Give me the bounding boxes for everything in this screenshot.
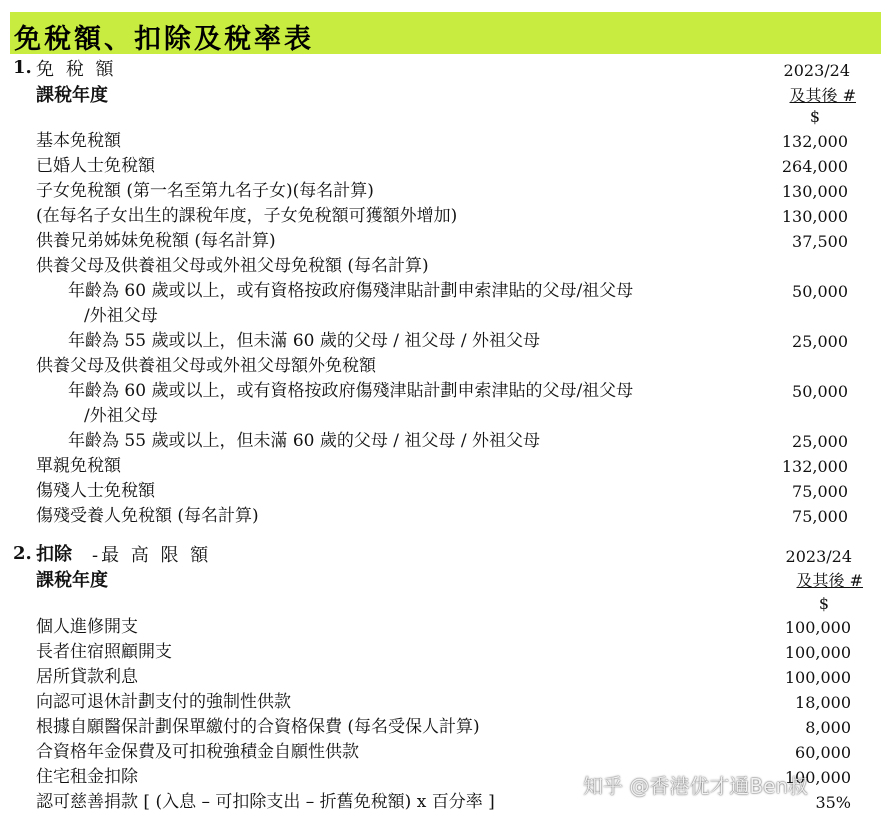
row-label: 合資格年金保費及可扣稅強積金自願性供款: [36, 742, 359, 762]
row-value: 130,000: [781, 207, 848, 226]
row-label: 年齡為 55 歲或以上，但未滿 60 歲的父母 / 祖父母 / 外祖父母: [68, 431, 540, 451]
row-label: (在每名子女出生的課稅年度，子女免稅額可獲額外增加): [36, 206, 458, 226]
row-label: 基本免稅額: [36, 131, 121, 151]
row-label: 傷殘人士免稅額: [36, 481, 155, 501]
column-year: 2023/24: [785, 547, 852, 566]
section-number: 1.: [13, 57, 32, 78]
row-label: 已婚人士免稅額: [36, 156, 155, 176]
row-label: 子女免稅額 (第一名至第九名子女)(每名計算): [36, 181, 374, 201]
year-of-assessment-label: 課稅年度: [36, 570, 108, 591]
row-value: 132,000: [781, 132, 848, 151]
row-value: 75,000: [792, 482, 848, 501]
row-value: 25,000: [792, 332, 848, 351]
column-currency: $: [818, 594, 829, 613]
row-label: 認可慈善捐款 [ (入息 – 可扣除支出 – 折舊免稅額) x 百分率 ]: [36, 792, 495, 812]
row-label: 住宅租金扣除: [36, 767, 138, 787]
row-label: 年齡為 55 歲或以上，但未滿 60 歲的父母 / 祖父母 / 外祖父母: [68, 331, 540, 351]
title-banner: [10, 12, 881, 54]
row-label: 供養父母及供養祖父母或外祖父母額外免稅額: [36, 356, 376, 376]
section-title: -最 高 限 額: [92, 545, 212, 566]
row-label: 單親免稅額: [36, 456, 121, 476]
row-value: 50,000: [792, 382, 848, 401]
row-label: 個人進修開支: [36, 617, 138, 637]
row-label: 向認可退休計劃支付的強制性供款: [36, 692, 291, 712]
section-number: 2.: [13, 543, 32, 564]
row-value: 100,000: [784, 768, 851, 787]
row-label: 供養兄弟姊妹免稅額 (每名計算): [36, 231, 276, 251]
row-value: 25,000: [792, 432, 848, 451]
row-label: 年齡為 60 歲或以上，或有資格按政府傷殘津貼計劃申索津貼的父母/祖父母: [68, 281, 634, 301]
row-value: 130,000: [781, 182, 848, 201]
row-label: 供養父母及供養祖父母或外祖父母免稅額 (每名計算): [36, 256, 429, 276]
row-value: 100,000: [784, 618, 851, 637]
row-label: 傷殘受養人免稅額 (每名計算): [36, 506, 259, 526]
column-after: 及其後 #: [796, 571, 863, 590]
watermark: 知乎 @香港优才通Ben叔: [583, 774, 809, 798]
row-value: 132,000: [781, 457, 848, 476]
row-label: 根據自願醫保計劃保單繳付的合資格保費 (每名受保人計算): [36, 717, 480, 737]
row-value: 100,000: [784, 668, 851, 687]
row-label: /外祖父母: [84, 306, 158, 326]
row-value: 37,500: [792, 232, 848, 251]
row-label: 居所貸款利息: [36, 667, 138, 687]
row-value: 8,000: [805, 718, 851, 737]
row-label: /外祖父母: [84, 406, 158, 426]
row-value: 60,000: [795, 743, 851, 762]
column-currency: $: [809, 107, 820, 126]
row-value: 75,000: [792, 507, 848, 526]
section-title: 免 稅 額: [36, 59, 117, 80]
page-title: 免稅額、扣除及稅率表: [14, 24, 314, 55]
row-value: 264,000: [781, 157, 848, 176]
row-value: 50,000: [792, 282, 848, 301]
year-of-assessment-label: 課稅年度: [36, 85, 108, 106]
row-label: 長者住宿照顧開支: [36, 642, 172, 662]
section-title-bold: 扣除: [36, 544, 72, 565]
row-label: 年齡為 60 歲或以上，或有資格按政府傷殘津貼計劃申索津貼的父母/祖父母: [68, 381, 634, 401]
row-value: 100,000: [784, 643, 851, 662]
row-value: 18,000: [795, 693, 851, 712]
column-after: 及其後 #: [789, 86, 856, 105]
column-year: 2023/24: [783, 61, 850, 80]
row-value: 35%: [815, 793, 851, 812]
